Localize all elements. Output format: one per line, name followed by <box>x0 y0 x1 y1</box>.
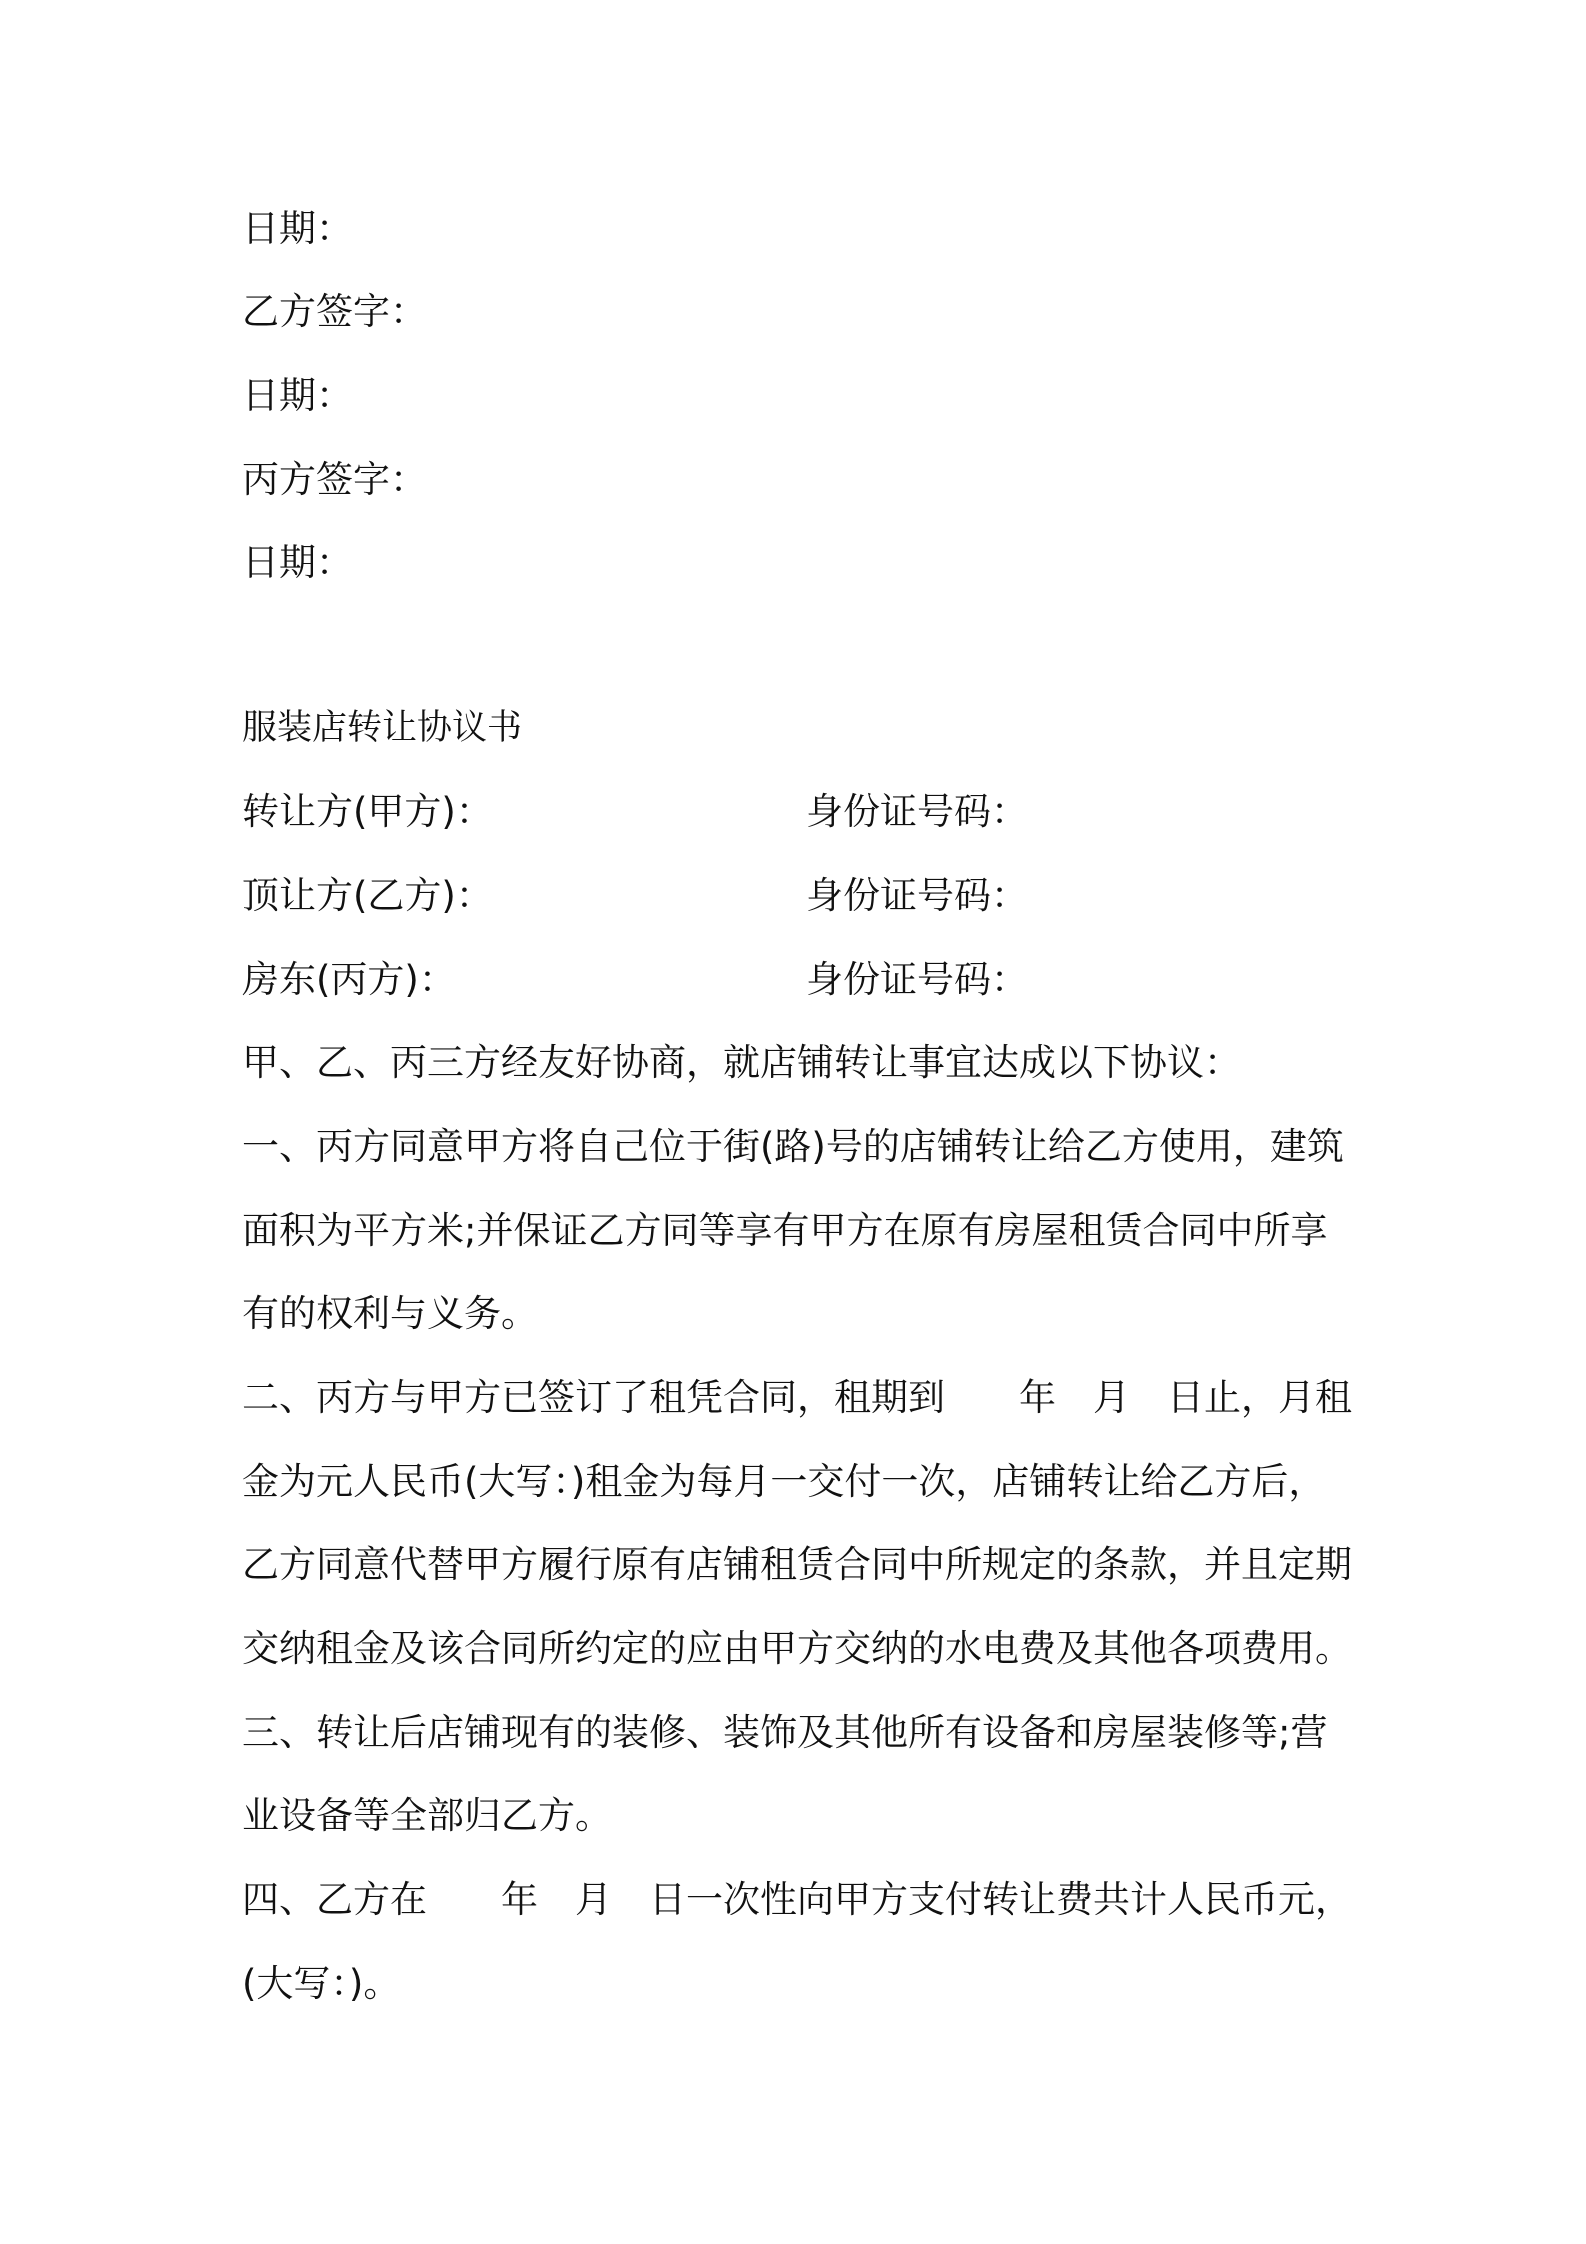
clause-2-line: 交纳租金及该合同所约定的应由甲方交纳的水电费及其他各项费用。 <box>242 1627 1352 1670</box>
clause-1-line: 有的权利与义务。 <box>242 1292 538 1335</box>
party-row <box>242 790 1362 834</box>
party-b-signature-label: 乙方签字： <box>242 290 427 333</box>
clause-1-line: 面积为平方米;并保证乙方同等享有甲方在原有房屋租赁合同中所享 <box>242 1209 1328 1252</box>
clause-3-line: 业设备等全部归乙方。 <box>242 1794 612 1837</box>
clause-4-line: 四、乙方在 年 月 日一次性向甲方支付转让费共计人民币元， <box>242 1878 1352 1921</box>
id-number-label: 身份证号码： <box>806 874 1028 917</box>
clause-4-line: (大写：)。 <box>242 1962 401 2005</box>
clause-1-line: 一、丙方同意甲方将自己位于街(路)号的店铺转让给乙方使用，建筑 <box>242 1125 1344 1168</box>
date-label: 日期： <box>242 374 353 417</box>
clause-3-line: 三、转让后店铺现有的装修、装饰及其他所有设备和房屋装修等;营 <box>242 1711 1328 1754</box>
clause-2-line: 二、丙方与甲方已签订了租凭合同，租期到 年 月 日止，月租 <box>242 1376 1352 1419</box>
document-title: 服装店转让协议书 <box>242 708 523 748</box>
clause-2-line: 金为元人民币(大写：)租金为每月一交付一次，店铺转让给乙方后， <box>242 1460 1326 1503</box>
clause-2-line: 乙方同意代替甲方履行原有店铺租赁合同中所规定的条款，并且定期 <box>242 1543 1352 1586</box>
party-role-label: 转让方(甲方)： <box>242 790 493 833</box>
date-label: 日期： <box>242 207 353 250</box>
id-number-label: 身份证号码： <box>806 790 1028 833</box>
id-number-label: 身份证号码： <box>806 958 1028 1001</box>
party-role-label: 房东(丙方)： <box>242 958 456 1001</box>
party-row <box>242 958 1362 1002</box>
party-c-signature-label: 丙方签字： <box>242 458 427 501</box>
agreement-intro: 甲、乙、丙三方经友好协商，就店铺转让事宜达成以下协议： <box>242 1041 1241 1084</box>
party-row <box>242 874 1362 918</box>
party-role-label: 顶让方(乙方)： <box>242 874 493 917</box>
date-label: 日期： <box>242 541 353 584</box>
